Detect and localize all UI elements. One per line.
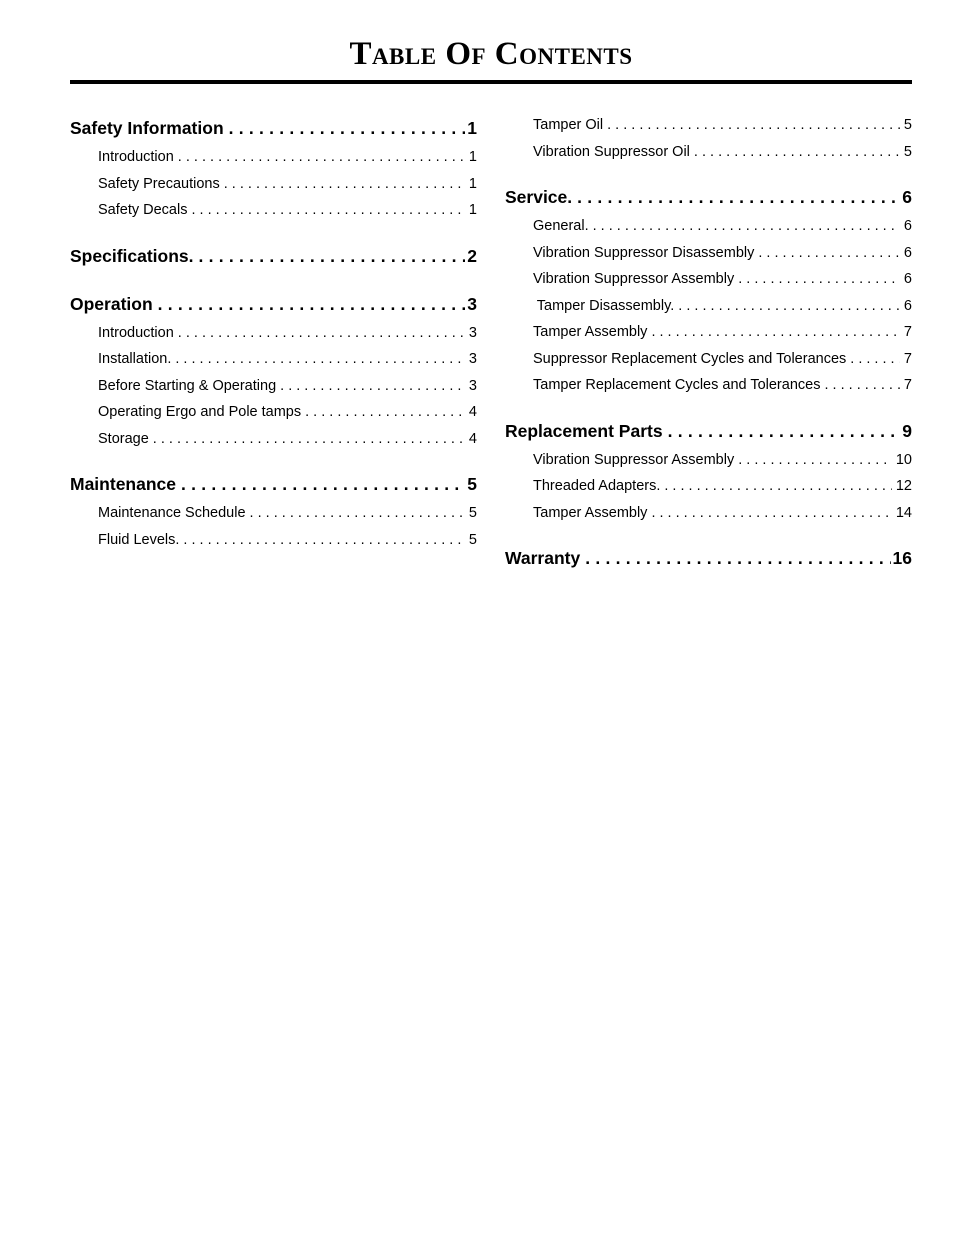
toc-entry[interactable] [70,346,477,373]
dot-leader [580,542,890,574]
toc-entry-page-number: 5 [903,117,912,133]
toc-entry-page-number: 1 [468,175,477,192]
toc-entry-page-number: 1 [468,149,477,165]
dot-leader [734,447,892,474]
dot-leader [171,346,465,373]
dot-leader [572,181,900,213]
toc-section-heading-page-number: 6 [902,187,912,207]
dot-leader [276,373,465,400]
toc-entry[interactable] [505,447,912,474]
dot-leader [187,197,464,224]
toc-entry-page-number: 5 [903,143,912,160]
toc-entry-label: Tamper Replacement Cycles and Tolerances [533,377,821,393]
toc-entry[interactable] [70,144,477,171]
toc-entry[interactable] [505,473,912,500]
dot-leader [176,468,465,500]
toc-entry-label: Safety Precautions [98,175,220,192]
toc-entry-page-number: 3 [468,351,477,367]
toc-section [70,288,477,453]
toc-entry-page-number: 14 [895,504,912,521]
toc-entry-label: Introduction [98,149,174,165]
dot-leader [246,500,465,527]
toc-entry[interactable] [505,293,912,320]
toc-entry-page-number: 7 [903,350,912,367]
toc-entry-label: Threaded Adapters. [533,478,661,494]
toc-section-heading-page-number: 5 [467,474,477,494]
toc-section [70,112,477,224]
toc-section-heading[interactable] [70,112,477,144]
toc-section [505,542,912,574]
dot-leader [846,346,900,373]
toc-section-heading-label: Warranty [505,548,581,568]
toc-entry-page-number: 1 [468,202,477,218]
toc-entry-label: Before Starting & Operating [98,377,277,394]
toc-entry-page-number: 10 [895,451,912,468]
toc-entry[interactable] [70,320,477,347]
toc-section-heading-label: Safety Information [70,118,224,138]
toc-section-heading-label: Replacement Parts [505,420,663,441]
toc-entry[interactable] [505,112,912,139]
toc-entry-label: Tamper Disassembly. [533,297,675,314]
toc-section-heading-label: Maintenance [70,474,176,494]
toc-entry-page-number: 4 [468,430,477,447]
toc-section-heading[interactable] [505,542,912,574]
toc-section-heading-page-number: 1 [467,118,477,138]
toc-section-heading[interactable] [70,288,477,320]
toc-section [70,240,477,272]
toc-entry[interactable] [70,527,477,554]
dot-leader [179,527,465,554]
page-title: Table Of Contents [349,36,633,72]
toc-section-heading[interactable] [70,468,477,500]
toc-entry[interactable] [505,372,912,399]
toc-entry-label: Installation. [98,351,172,367]
toc-entry-page-number: 5 [468,505,477,521]
toc-entry-page-number: 12 [895,478,912,494]
toc-section-heading-label: Specifications. [70,245,194,266]
dot-leader [674,293,900,320]
toc-entry-label: Suppressor Replacement Cycles and Tolerances [533,350,847,367]
toc-entry-label: Maintenance Schedule [98,505,246,521]
toc-entry[interactable] [505,213,912,240]
toc-entry-page-number: 6 [903,297,912,314]
toc-entry-page-number: 6 [903,271,912,287]
dot-leader [647,500,891,527]
toc-section-heading[interactable] [505,415,912,447]
toc-entry-page-number: 7 [903,377,912,393]
dot-leader [589,213,900,240]
toc-entry-label: Safety Decals [98,202,188,218]
toc-section-heading[interactable] [505,181,912,213]
toc-entry-page-number: 6 [903,218,912,234]
dot-leader [194,240,466,272]
toc-entry-label: Fluid Levels. [98,531,180,548]
toc-entry-page-number: 6 [903,244,912,261]
dot-leader [690,139,900,166]
dot-leader [220,171,465,198]
toc-section-heading[interactable] [70,240,477,272]
toc-section [505,181,912,399]
toc-entry-label: General. [533,218,589,234]
toc-left-column [70,112,477,569]
toc-entry-label: Tamper Assembly [533,324,648,340]
dot-leader [754,240,900,267]
toc-entry[interactable] [70,373,477,400]
dot-leader [663,415,901,447]
toc-entry-page-number: 7 [903,324,912,340]
toc-section [70,468,477,553]
dot-leader [301,399,465,426]
toc-entry[interactable] [505,346,912,373]
toc-entry[interactable] [505,500,912,527]
toc-entry-label: Tamper Assembly [533,504,648,521]
toc-entry-page-number: 3 [468,377,477,394]
toc-entry-label: Operating Ergo and Pole tamps [98,404,302,420]
dot-leader [660,473,891,500]
dot-leader [174,320,465,347]
toc-entry-label: Vibration Suppressor Disassembly [533,244,755,261]
toc-entry-label: Storage [98,430,149,447]
toc-entry-label: Introduction [98,324,174,341]
toc-section-heading-label: Service. [505,187,573,207]
toc-entry-label: Tamper Oil [533,117,604,133]
dot-leader [174,144,465,171]
toc-section-heading-page-number: 2 [467,245,477,266]
dot-leader [734,266,900,293]
toc-entry[interactable] [505,266,912,293]
dot-leader [149,426,465,453]
toc-entry-label: Vibration Suppressor Assembly [533,271,735,287]
toc-entry[interactable] [505,139,912,166]
toc-entry[interactable] [505,240,912,267]
dot-leader [647,319,899,346]
dot-leader [603,112,900,139]
toc-section [505,415,912,527]
toc-section-heading-label: Operation [70,293,153,314]
toc-continued-items [505,112,912,165]
dot-leader [820,372,899,399]
toc-section-heading-page-number: 16 [892,548,912,568]
toc-entry-label: Vibration Suppressor Oil [533,143,690,160]
toc-right-column [505,112,912,590]
toc-entry[interactable] [70,426,477,453]
title-divider [70,80,912,84]
toc-section-heading-page-number: 9 [902,420,912,441]
toc-entry-label: Vibration Suppressor Assembly [533,451,735,468]
toc-entry-page-number: 3 [468,324,477,341]
toc-entry[interactable] [505,319,912,346]
toc-entry-page-number: 4 [468,404,477,420]
toc-entry[interactable] [70,399,477,426]
toc-entry[interactable] [70,197,477,224]
dot-leader [224,112,466,144]
dot-leader [153,288,466,320]
toc-entry[interactable] [70,500,477,527]
toc-section-heading-page-number: 3 [467,293,477,314]
toc-entry[interactable] [70,171,477,198]
toc-entry-page-number: 5 [468,531,477,548]
